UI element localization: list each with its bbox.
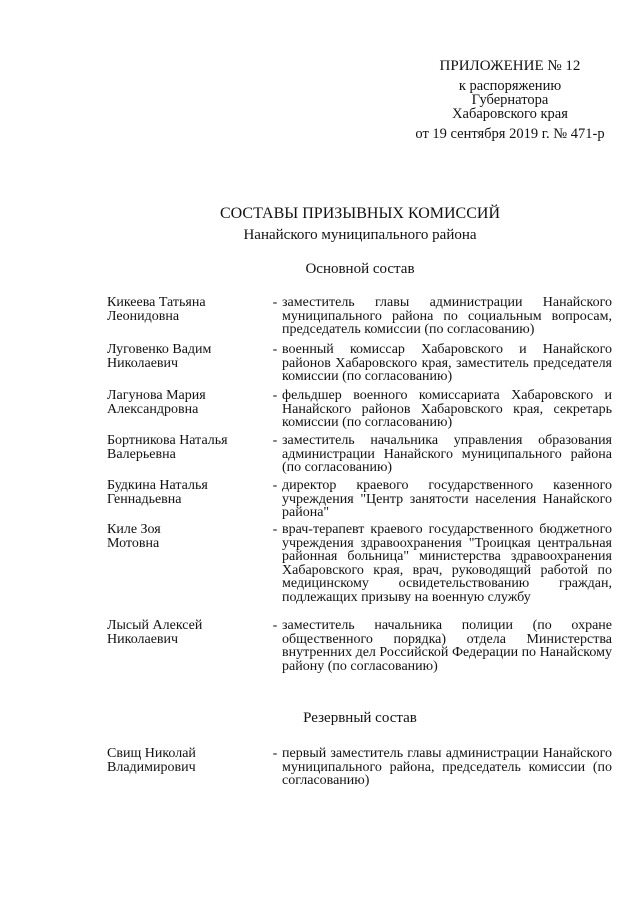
member-role: фельдшер военного комиссариата Хабаровского и Нанайского районов Хабаровского края, секретарь комиссии (по согласованию) [282, 388, 612, 430]
appendix-title: ПРИЛОЖЕНИЕ № 12 [439, 58, 581, 74]
member-name: Бортникова Наталья Валерьевна [107, 433, 228, 462]
appendix-line: к распоряжению [458, 78, 562, 94]
document-subtitle: Нанайского муниципального района [243, 227, 477, 243]
appendix-line: Хабаровского края [452, 106, 568, 122]
section-heading-reserve: Резервный состав [303, 710, 417, 726]
member-name: Будкина Наталья Геннадьевна [107, 478, 208, 507]
appendix-date: от 19 сентября 2019 г. № 471-р [415, 126, 605, 142]
member-role: заместитель начальника полиции (по охране общественного порядка) отдела Министерства внутренних дел Российской Федерации по Нанайскому району (по согласованию) [282, 618, 612, 674]
member-dash: - [272, 342, 278, 357]
appendix-line: Губернатора [471, 92, 549, 108]
member-dash: - [272, 478, 278, 493]
member-role: врач-терапевт краевого государственного бюджетного учреждения здравоохранения "Троицкая центральная районная больница" министерства здравоохранения Хабаровского края, врач, руководящий работой по медицинскому освидетельствованию граждан, подлежащих призыву на военную службу [282, 522, 612, 605]
member-dash: - [272, 433, 278, 448]
member-role: первый заместитель главы администрации Нанайского муниципального района, председатель комиссии (по согласованию) [282, 746, 612, 788]
member-name: Лысый Алексей Николаевич [107, 618, 203, 647]
member-name: Свищ Николай Владимирович [107, 746, 196, 775]
member-dash: - [272, 522, 278, 537]
member-role: заместитель главы администрации Нанайского муниципального района по социальным вопросам, председатель комиссии (по согласованию) [282, 295, 612, 337]
member-name: Луговенко Вадим Николаевич [107, 342, 212, 371]
member-dash: - [272, 388, 278, 403]
member-role: заместитель начальника управления образования администрации Нанайского муниципального района (по согласованию) [282, 433, 612, 475]
member-dash: - [272, 746, 278, 761]
member-name: Лагунова Мария Александровна [107, 388, 206, 417]
member-role: военный комиссар Хабаровского и Нанайского районов Хабаровского края, заместитель председателя комиссии (по согласованию) [282, 342, 612, 384]
appendix-block [390, 58, 630, 141]
member-role: директор краевого государственного казенного учреждения "Центр занятости населения Нанайского района" [282, 478, 612, 520]
member-dash: - [272, 618, 278, 633]
member-dash: - [272, 295, 278, 310]
document-title: СОСТАВЫ ПРИЗЫВНЫХ КОМИССИЙ [219, 205, 501, 222]
member-name: Кикеева Татьяна Леонидовна [107, 295, 206, 324]
section-heading-main: Основной состав [305, 261, 415, 277]
member-name: Киле Зоя Мотовна [107, 522, 161, 551]
